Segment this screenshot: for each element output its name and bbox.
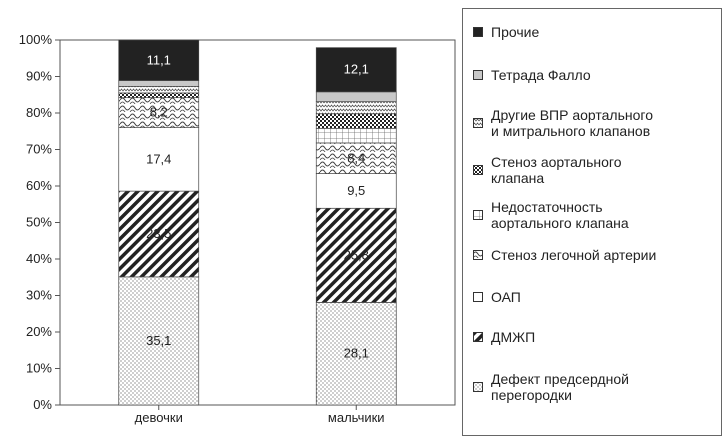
y-tick-label: 70% [25,141,52,157]
data-label: 25,8 [343,247,369,263]
legend-label: Стеноз легочной артерии [491,247,657,263]
legend-swatch [473,210,483,220]
data-label: 11,1 [146,52,171,68]
y-tick-label: 80% [25,105,52,120]
data-label: 17,4 [146,151,172,167]
y-tick-label: 0% [33,397,52,412]
legend-item [473,247,718,263]
legend-swatch [473,250,483,260]
legend-item [473,24,718,40]
x-tick-label: девочки [134,410,183,425]
data-label: 23,5 [146,225,172,241]
legend-label: Стеноз аортального клапана [491,154,622,186]
legend-item [473,154,718,186]
legend-label: ДМЖП [491,329,536,345]
data-label: 8,4 [347,150,366,166]
legend-label: Тетрада Фалло [491,67,591,83]
data-label: 28,1 [343,345,369,361]
y-tick-label: 60% [25,178,52,193]
y-tick-label: 90% [25,68,52,84]
bar-segment [316,114,396,129]
legend-label: ОАП [491,289,521,305]
legend-item [473,107,718,139]
legend-item [473,329,718,345]
legend-swatch [473,27,483,37]
legend-swatch [473,118,483,128]
y-tick-label: 40% [25,251,52,266]
legend-swatch [473,70,483,80]
chart-legend [462,8,722,436]
legend-label: Недостаточность аортального клапана [491,199,629,231]
bar-segment [119,86,199,93]
bar-segment [316,128,396,143]
data-label: 35,1 [146,332,172,348]
y-tick-label: 10% [25,360,52,376]
legend-swatch [473,292,483,302]
x-tick-label: мальчики [327,410,385,425]
legend-label: Дефект предсердной перегородки [491,371,629,403]
y-tick-label: 100% [18,32,52,47]
legend-item [473,199,718,231]
bar-segment [316,92,396,102]
legend-item [473,67,718,83]
bar-segment [119,81,199,87]
bar-segment [119,93,199,98]
y-tick-label: 30% [25,287,52,303]
bar-segment [316,102,396,114]
data-label: 9,5 [347,182,366,198]
legend-label: Прочие [491,24,540,40]
legend-swatch [473,382,483,392]
legend-swatch [473,165,483,175]
data-label: 8,2 [149,104,168,120]
legend-item [473,289,718,305]
legend-item [473,371,718,403]
y-tick-label: 20% [25,324,52,339]
legend-label: Другие ВПР аортального и митрального клапанов [491,107,653,139]
data-label: 12,1 [343,61,369,77]
legend-swatch [473,332,483,342]
y-tick-label: 50% [25,214,52,230]
